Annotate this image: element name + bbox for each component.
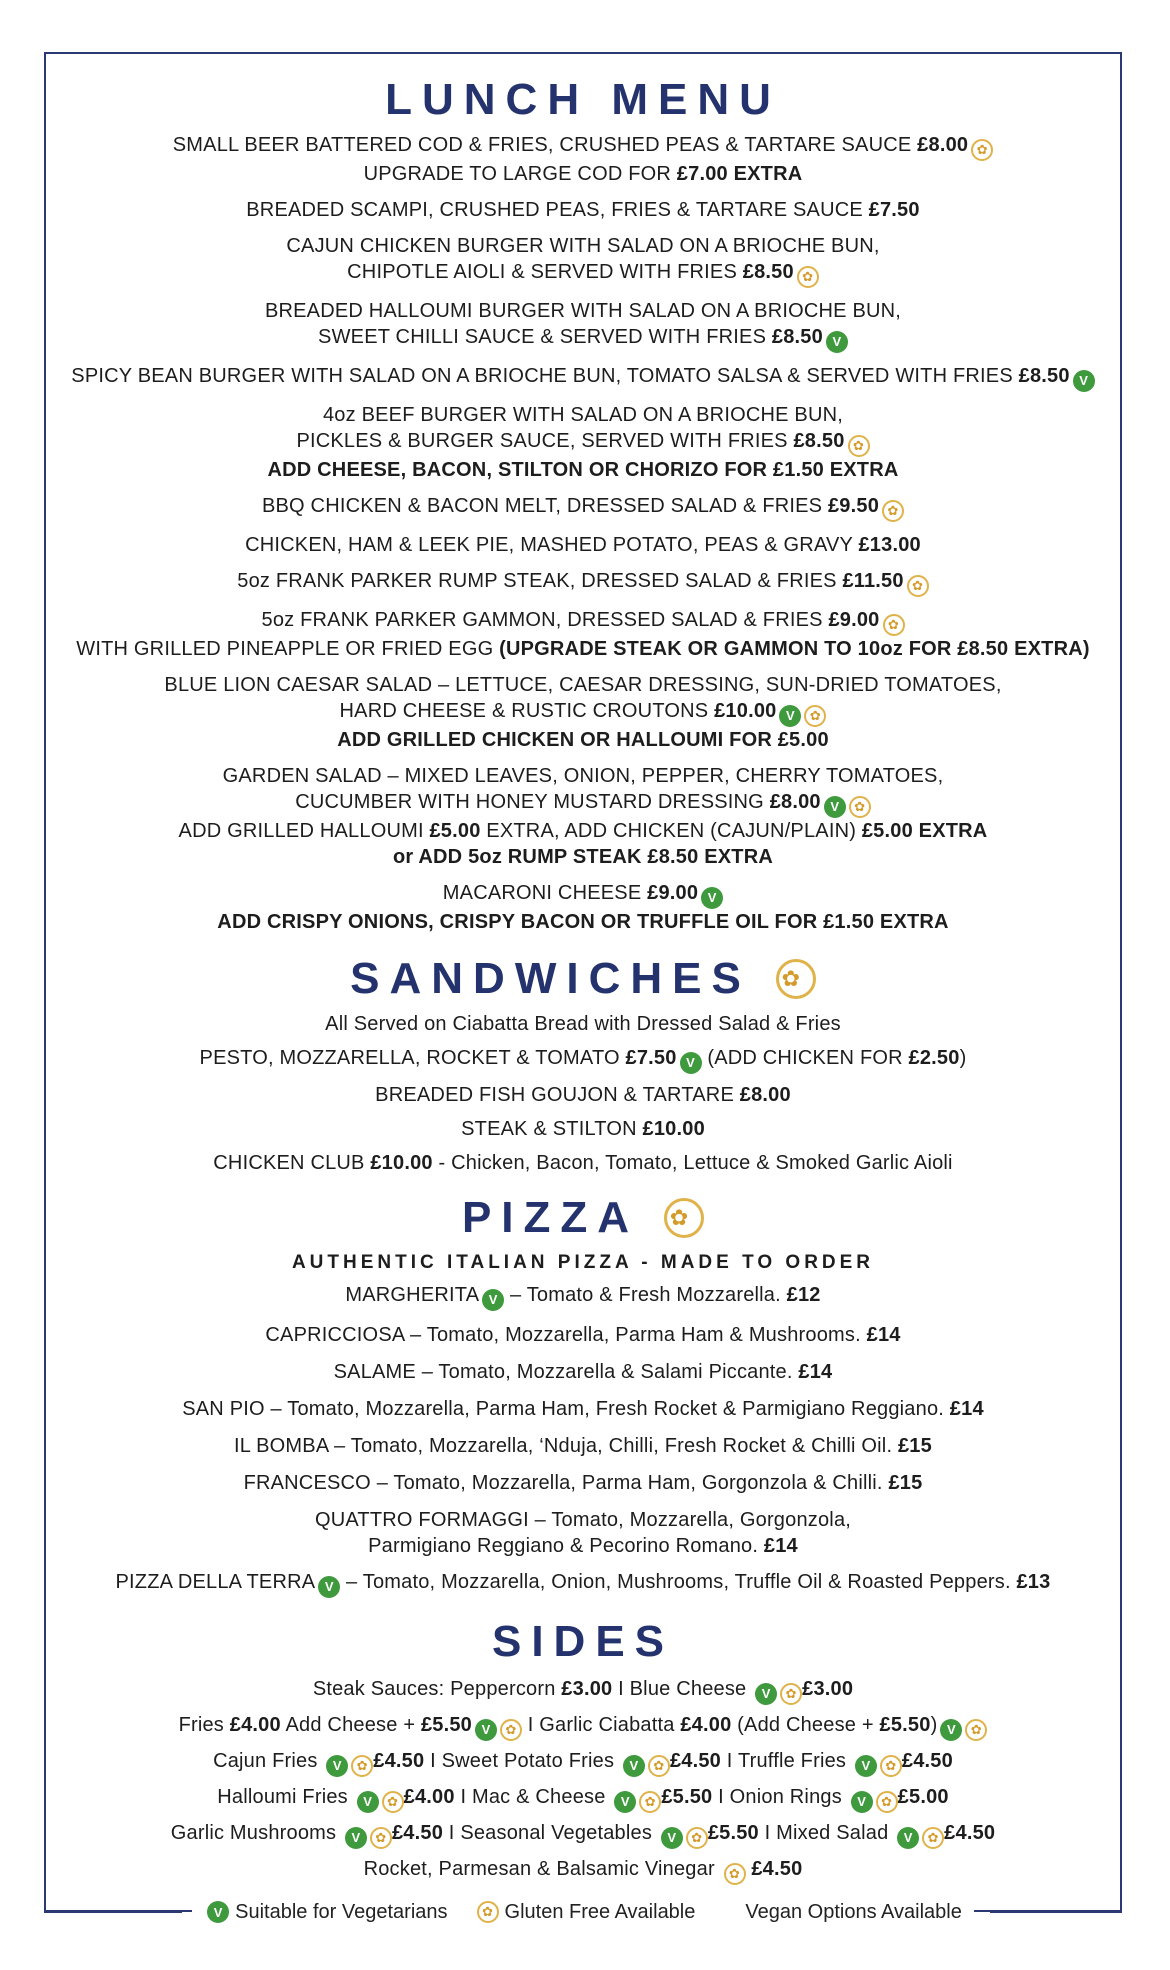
list-item: Halloumi Fries V ✿ £4.00 I Mac & Cheese V ✿ £5.50 I Onion Rings V ✿ £5.00 (44, 1784, 1122, 1813)
gluten-free-icon: ✿ (639, 1791, 661, 1813)
vegetarian-icon: V (357, 1791, 379, 1813)
list-item: Cajun Fries V ✿ £4.50 I Sweet Potato Fries V ✿ £4.50 I Truffle Fries V ✿ £4.50 (44, 1748, 1122, 1777)
pizza-title: PIZZA (461, 1193, 640, 1242)
menu-item (44, 402, 1122, 483)
vegetarian-icon: V (940, 1719, 962, 1741)
vegetarian-icon: V (475, 1719, 497, 1741)
vegetarian-icon: V (614, 1791, 636, 1813)
list-item: Steak Sauces: Peppercorn £3.00 I Blue Cheese V ✿ £3.00 (44, 1676, 1122, 1705)
vegetarian-icon: V (207, 1901, 229, 1923)
menu-item-line: 4oz BEEF BURGER WITH SALAD ON A BRIOCHE BUN, (322, 404, 844, 426)
menu-item (44, 568, 1122, 597)
menu-item-line: GARDEN SALAD – MIXED LEAVES, ONION, PEPPER, CHERRY TOMATOES, (222, 765, 944, 787)
gluten-free-icon: ✿ (882, 500, 904, 522)
vegetarian-icon: V (851, 1791, 873, 1813)
menu-item-line: SWEET CHILLI SAUCE & SERVED WITH FRIES £8.50 V (44, 324, 1122, 353)
gluten-free-icon: ✿ (351, 1755, 373, 1777)
gluten-free-icon: ✿ (922, 1827, 944, 1849)
list-item: SALAME – Tomato, Mozzarella & Salami Piccante. £14 (333, 1361, 833, 1383)
menu-item-line: CAJUN CHICKEN BURGER WITH SALAD ON A BRIOCHE BUN, (286, 235, 880, 257)
pizza-heading (44, 1188, 1122, 1248)
menu-content (44, 0, 1122, 1885)
menu-item-line: UPGRADE TO LARGE COD FOR £7.00 EXTRA (363, 163, 803, 185)
menu-item-line: CUCUMBER WITH HONEY MUSTARD DRESSING £8.00 V ✿ (44, 789, 1122, 818)
legend-vegan: Vegan Options Available (745, 1900, 962, 1923)
gluten-free-icon: ✿ (965, 1719, 987, 1741)
vegetarian-icon: V (824, 796, 846, 818)
vegetarian-icon: V (680, 1052, 702, 1074)
list-item: Parmigiano Reggiano & Pecorino Romano. £14 (368, 1535, 798, 1557)
menu-item-line: ADD CRISPY ONIONS, CRISPY BACON OR TRUFFLE OIL FOR £1.50 EXTRA (217, 911, 949, 933)
list-item: Garlic Mushrooms V ✿ £4.50 I Seasonal Vegetables V ✿ £5.50 I Mixed Salad V ✿ £4.50 (44, 1820, 1122, 1849)
menu-item-line: MACARONI CHEESE £9.00 V (44, 880, 1122, 909)
sides-title: SIDES (491, 1617, 675, 1666)
menu-item-line: ADD GRILLED HALLOUMI £5.00 EXTRA, ADD CHICKEN (CAJUN/PLAIN) £5.00 EXTRA (178, 820, 988, 842)
list-item: PESTO, MOZZARELLA, ROCKET & TOMATO £7.50 V (ADD CHICKEN FOR £2.50) (44, 1045, 1122, 1074)
menu-item (44, 880, 1122, 935)
list-item: QUATTRO FORMAGGI – Tomato, Mozzarella, Gorgonzola, (314, 1509, 852, 1531)
menu-item (44, 763, 1122, 870)
list-item: PIZZA DELLA TERRA V – Tomato, Mozzarella, Onion, Mushrooms, Truffle Oil & Roasted Peppers. £13 (44, 1569, 1122, 1598)
list-item: IL BOMBA – Tomato, Mozzarella, ‘Nduja, Chilli, Fresh Rocket & Chilli Oil. £15 (234, 1435, 932, 1457)
menu-item-line: or ADD 5oz RUMP STEAK £8.50 EXTRA (392, 846, 773, 868)
vegetarian-icon: V (661, 1827, 683, 1849)
gluten-free-icon: ✿ (724, 1863, 746, 1885)
gluten-free-icon: ✿ (664, 1198, 704, 1238)
list-item: SAN PIO – Tomato, Mozzarella, Parma Ham, Fresh Rocket & Parmigiano Reggiano. £14 (182, 1398, 984, 1420)
gluten-free-icon: ✿ (907, 575, 929, 597)
list-item: Rocket, Parmesan & Balsamic Vinegar ✿ £4.50 (44, 1856, 1122, 1885)
gluten-free-icon: ✿ (880, 1755, 902, 1777)
gluten-free-icon: ✿ (370, 1827, 392, 1849)
gluten-free-icon: ✿ (804, 705, 826, 727)
menu-item (44, 532, 1122, 558)
list-item: FRANCESCO – Tomato, Mozzarella, Parma Ham, Gorgonzola & Chilli. £15 (243, 1472, 923, 1494)
vegetarian-icon: V (855, 1755, 877, 1777)
menu-item-line: BLUE LION CAESAR SALAD – LETTUCE, CAESAR DRESSING, SUN-DRIED TOMATOES, (164, 674, 1002, 696)
menu-item-line: CHIPOTLE AIOLI & SERVED WITH FRIES £8.50 ✿ (44, 259, 1122, 288)
vegetarian-icon: V (345, 1827, 367, 1849)
legend-gluten-free: Gluten Free Available (504, 1900, 696, 1923)
vegetarian-icon: V (326, 1755, 348, 1777)
menu-item (44, 298, 1122, 353)
vegetarian-icon: V (779, 705, 801, 727)
pizza-items (44, 1282, 1122, 1496)
list-item: Fries £4.00 Add Cheese + £5.50 V ✿ I Garlic Ciabatta £4.00 (Add Cheese + £5.50) V ✿ (44, 1712, 1122, 1741)
menu-item-line: PICKLES & BURGER SAUCE, SERVED WITH FRIES £8.50 ✿ (44, 428, 1122, 457)
gluten-free-icon: ✿ (477, 1901, 499, 1923)
menu-item (44, 607, 1122, 662)
vegetarian-icon: V (826, 331, 848, 353)
pizza-subtitle: AUTHENTIC ITALIAN PIZZA - MADE TO ORDER (291, 1252, 875, 1273)
gluten-free-icon: ✿ (848, 435, 870, 457)
list-item: STEAK & STILTON £10.00 (461, 1118, 705, 1140)
menu-item (44, 493, 1122, 522)
menu-item-line: BREADED HALLOUMI BURGER WITH SALAD ON A BRIOCHE BUN, (264, 300, 902, 322)
vegetarian-icon: V (623, 1755, 645, 1777)
sandwiches-heading (44, 949, 1122, 1009)
vegetarian-icon: V (482, 1289, 504, 1311)
list-item: BREADED FISH GOUJON & TARTARE £8.00 (375, 1084, 791, 1106)
gluten-free-icon: ✿ (883, 614, 905, 636)
menu-item (44, 132, 1122, 187)
sandwiches-title: SANDWICHES (350, 954, 751, 1003)
vegetarian-icon: V (755, 1683, 777, 1705)
menu-item-line: BREADED SCAMPI, CRUSHED PEAS, FRIES & TARTARE SAUCE £7.50 (246, 199, 920, 221)
menu-item-line: SPICY BEAN BURGER WITH SALAD ON A BRIOCHE BUN, TOMATO SALSA & SERVED WITH FRIES £8.50 V (44, 363, 1122, 392)
gluten-free-icon: ✿ (797, 266, 819, 288)
gluten-free-icon: ✿ (876, 1791, 898, 1813)
menu-item-line: CHICKEN, HAM & LEEK PIE, MASHED POTATO, PEAS & GRAVY £13.00 (245, 534, 921, 556)
gluten-free-icon: ✿ (500, 1719, 522, 1741)
legend-vegetarian: Suitable for Vegetarians (235, 1900, 448, 1923)
menu-item-line: WITH GRILLED PINEAPPLE OR FRIED EGG (UPGRADE STEAK OR GAMMON TO 10oz FOR £8.50 EXTRA) (76, 638, 1090, 660)
menu-item (44, 363, 1122, 392)
list-item: MARGHERITA V – Tomato & Fresh Mozzarella. £12 (44, 1282, 1122, 1311)
list-item: CAPRICCIOSA – Tomato, Mozzarella, Parma Ham & Mushrooms. £14 (265, 1324, 901, 1346)
gluten-free-icon: ✿ (776, 959, 816, 999)
menu-item (44, 672, 1122, 753)
gluten-free-icon: ✿ (686, 1827, 708, 1849)
gluten-free-icon: ✿ (971, 139, 993, 161)
menu-item-line: ADD CHEESE, BACON, STILTON OR CHORIZO FOR £1.50 EXTRA (267, 459, 899, 481)
menu-item-line: 5oz FRANK PARKER RUMP STEAK, DRESSED SALAD & FRIES £11.50 ✿ (44, 568, 1122, 597)
vegetarian-icon: V (897, 1827, 919, 1849)
menu-item-line: 5oz FRANK PARKER GAMMON, DRESSED SALAD & FRIES £9.00 ✿ (44, 607, 1122, 636)
gluten-free-icon: ✿ (780, 1683, 802, 1705)
vegetarian-icon: V (318, 1576, 340, 1598)
footer-legend (44, 1893, 1122, 1931)
list-item: CHICKEN CLUB £10.00 - Chicken, Bacon, Tomato, Lettuce & Smoked Garlic Aioli (213, 1152, 953, 1174)
vegetarian-icon: V (1073, 370, 1095, 392)
lunch-items (44, 132, 1122, 935)
lunch-menu-title: LUNCH MENU (385, 75, 781, 124)
menu-item-line: BBQ CHICKEN & BACON MELT, DRESSED SALAD & FRIES £9.50 ✿ (44, 493, 1122, 522)
gluten-free-icon: ✿ (382, 1791, 404, 1813)
menu-item-line: HARD CHEESE & RUSTIC CROUTONS £10.00 V ✿ (44, 698, 1122, 727)
gluten-free-icon: ✿ (648, 1755, 670, 1777)
menu-item-line: ADD GRILLED CHICKEN OR HALLOUMI FOR £5.00 (337, 729, 829, 751)
menu-item-line: SMALL BEER BATTERED COD & FRIES, CRUSHED PEAS & TARTARE SAUCE £8.00 ✿ (44, 132, 1122, 161)
gluten-free-icon: ✿ (849, 796, 871, 818)
vegetarian-icon: V (701, 887, 723, 909)
sandwich-intro: All Served on Ciabatta Bread with Dressed Salad & Fries (325, 1013, 841, 1035)
menu-item (44, 233, 1122, 288)
menu-item (44, 197, 1122, 223)
